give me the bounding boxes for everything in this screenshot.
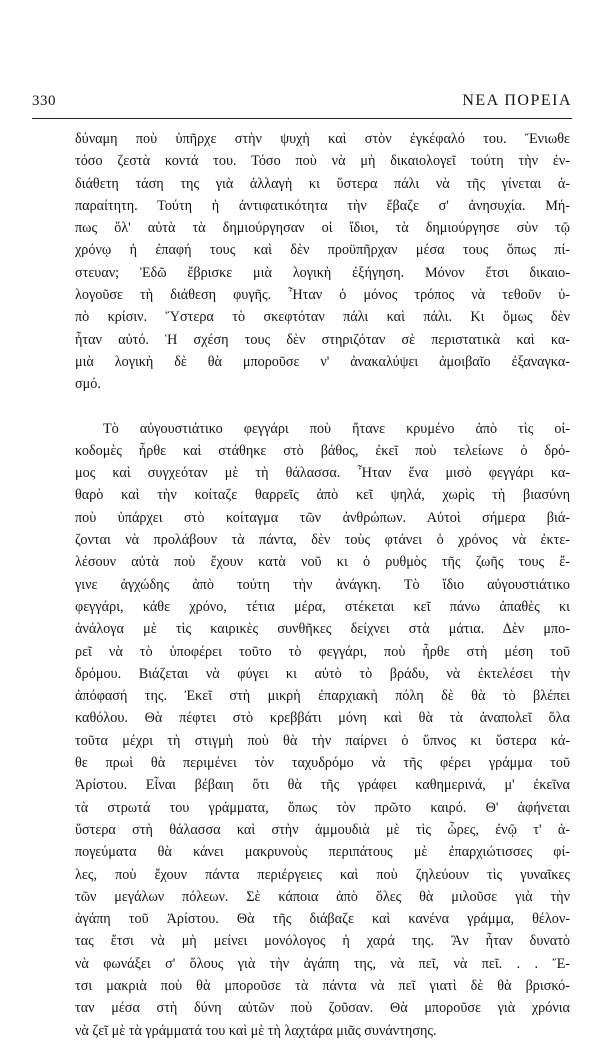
text-line: κοδομὲς ἦρθε καὶ στάθηκε στὸ βάθος, ἐκεῖ ποὺ τελείωνε ὁ δρό- [75, 442, 570, 459]
text-line: πὸ κρίσιν. Ὕστερα τὸ σκεφτόταν πάλι καὶ πάλι. Κι ὅμως δὲν [75, 309, 570, 326]
body-text [75, 128, 570, 1042]
text-line: τοῦτα μέχρι τὴ στιγμὴ ποὺ θὰ τὴν παίρνει ὁ ὕπνος κι ὕστερα κά- [75, 732, 570, 749]
text-line: δύναμη ποὺ ὑπῆρχε στὴν ψυχὴ καὶ στὸν ἐγκέφαλό του. Ἔνιωθε [75, 131, 570, 147]
text-line: στευαν; Ἐδῶ ἔβρισκε μιὰ λογικὴ ἐξήγηση. Μόνον ἔτσι δικαιο- [75, 264, 570, 281]
text-line: δρόμου. Βιάζεται νὰ φύγει κι αὐτὸ τὸ βράδυ, νὰ ἐκτελέσει τὴν [75, 665, 570, 682]
journal-title: ΝΕΑ ΠΟΡΕΙΑ [462, 92, 572, 109]
text-line: ἦταν αὐτό. Ἡ σχέση τους δὲν στηριζόταν σὲ περιστατικὰ καὶ κα- [75, 331, 570, 348]
text-line: ἀνάλογα μὲ τὶς καιρικὲς συνθῆκες δείχνει στὰ μάτια. Δὲν μπο- [75, 621, 570, 638]
text-line: παραίτητη. Τούτη ἡ ἀντιφατικότητα τὴν ἔβαζε σ' ἀνησυχία. Μή- [75, 197, 570, 214]
text-line: νὰ φωνάξει σ' ὅλους γιὰ τὴν ἀγάπη της, νὰ πεῖ, νὰ πεῖ. . . Ἔ- [75, 955, 570, 972]
text-line: σμό. [75, 376, 101, 393]
text-line: τας ἔτσι νὰ μὴ μείνει μονόλογος ἡ χαρά της. Ἂν ἦταν δυνατὸ [75, 933, 570, 950]
text-line: νὰ ζεῖ μὲ τὰ γράμματά του καὶ μὲ τὴ λαχτάρα μιᾶς συνάντησης. [75, 1022, 437, 1039]
text-line: φεγγάρι, κάθε χρόνο, τέτια μέρα, στέκεται κεῖ πάνω ἀπαθὲς κι [75, 598, 570, 615]
text-line: τσι μακριὰ ποὺ θὰ μποροῦσε τὰ πάντα νὰ πεῖ γιατὶ δὲ θὰ βρισκό- [75, 977, 570, 994]
page-number: 330 [32, 93, 56, 109]
text-line: Τὸ αὐγουστιάτικο φεγγάρι ποὺ ἤτανε κρυμένο ἀπὸ τὶς οἰ- [103, 420, 570, 437]
text-line: ρεῖ νὰ τὸ ὑποφέρει τοῦτο τὸ φεγγάρι, ποὺ ἦρθε στὴ μέση τοῦ [75, 643, 570, 660]
text-line: μιὰ λογικὴ δὲ θὰ μποροῦσε ν' ἀνακαλύψει ἀμοιβαῖο ἐξαναγκα- [75, 353, 570, 370]
text-line: λογοῦσε τὴ διάθεση φυγῆς. Ἦταν ὁ μόνος τρόπος νὰ τεθοῦν ὑ- [75, 287, 570, 304]
text-line: καθόλου. Θὰ πέφτει στὸ κρεββάτι μόνη καὶ θὰ τὰ ἀναπολεῖ ὅλα [75, 710, 570, 727]
text-line: λέσουν αὐτὰ ποὺ ἔχουν κατὰ νοῦ κι ὁ ρυθμὸς τῆς ζωῆς τους ἔ- [75, 554, 570, 571]
paragraph-gap [75, 396, 570, 418]
text-line: ταν μέσα στὴ δύνη αὐτῶν ποὺ ζοῦσαν. Θὰ μποροῦσε γιὰ χρόνια [75, 1000, 570, 1017]
text-line: ἀγάπη τοῦ Ἀρίστου. Θὰ τῆς διάβαζε καὶ κανένα γράμμα, θέλον- [75, 911, 570, 928]
text-line: Ἀρίστου. Εἶναι βέβαιη ὅτι θὰ τῆς γράφει καθημερινά, μ' ἐκεῖνα [75, 777, 570, 794]
text-line: διάθετη τάση της γιὰ ἀλλαγὴ κι ὕστερα πάλι νὰ τῆς γίνεται ἀ- [75, 175, 570, 192]
text-line: μος καὶ συγχεόταν μὲ τὴ θάλασσα. Ἦταν ἕνα μισὸ φεγγάρι κα- [75, 465, 570, 482]
text-line: θαρὸ καὶ τὴν κοίταζε θαρρεῖς ἀπὸ κεῖ ψηλά, χωρὶς τὴ βιασύνη [75, 487, 570, 504]
text-line: τόσο ζεστὰ κοντά του. Τόσο ποὺ νὰ μὴ δικαιολογεῖ τούτη τὴν ἐν- [75, 153, 570, 170]
text-line: ζονται νὰ προλάβουν τὰ πάντα, δὲν τοὺς φτάνει ὁ χρόνος νὰ ἐκτε- [75, 532, 570, 549]
text-line: γινε ἀγχώδης ἀπὸ τούτη τὴν ἀνάγκη. Τὸ ἴδιο αὐγουστιάτικο [75, 576, 570, 593]
text-line: ἀπόφασή της. Ἐκεῖ στὴ μικρὴ ἐπαρχιακὴ πόλη δὲ θὰ τὸ βλέπει [75, 688, 570, 705]
text-line: πως ὅλ' αὐτὰ τὰ δημιούργησαν οἱ ἴδιοι, τὰ δημιούργησε σὺν τῷ [75, 220, 570, 237]
paragraph [75, 128, 570, 396]
text-line: πογεύματα θὰ κάνει μακρυνοὺς περιπάτους μὲ ἐπαρχιώτισσες φί- [75, 844, 570, 861]
running-head [32, 92, 572, 114]
header-rule [32, 118, 572, 119]
text-line: τῶν μεγάλων πόλεων. Σὲ κάποια ἀπὸ ὅλες θὰ μιλοῦσε γιὰ τὴν [75, 888, 570, 905]
text-line: τὰ στρωτά του γράμματα, ὅπως τὸν πρῶτο καιρό. Θ' ἀφήνεται [75, 799, 570, 816]
text-line: λες, ποὺ ἔχουν πάντα περιέργειες καὶ ποὺ ζηλεύουν τὶς γυναῖκες [75, 866, 570, 883]
text-line: ὕστερα στὴ θάλασσα καὶ στὴν ἀμμουδιὰ μὲ τὶς ὧρες, ἐνῷ τ' ἀ- [75, 821, 570, 838]
text-line: ποὺ ὑπάρχει στὸ κοίταγμα τῶν ἀνθρώπων. Αὐτοὶ σήμερα βιά- [75, 509, 570, 526]
text-line: θε πρωὶ θὰ περιμένει τὸν ταχυδρόμο νὰ τῆς φέρει γράμμα τοῦ [75, 755, 570, 772]
text-line: χρόνῳ ἡ ἐπαφή τους καὶ δὲν προϋπῆρχαν μέσα τους ὅπως πί- [75, 242, 570, 259]
paragraph [75, 418, 570, 1042]
